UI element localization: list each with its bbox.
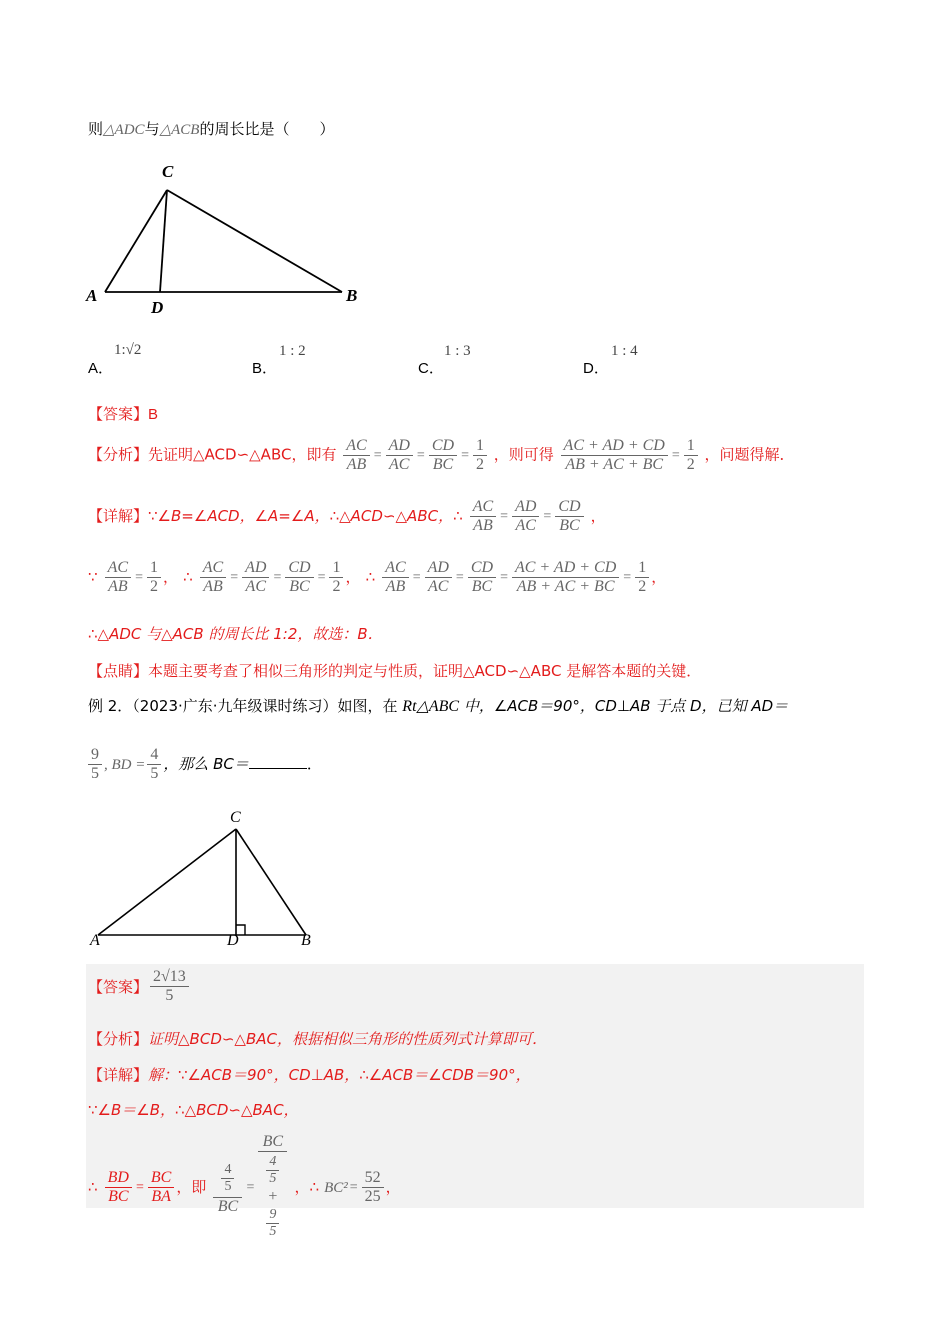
q1-label-a: A [86, 286, 98, 305]
q2-text2: ，那么 BC＝ [163, 755, 249, 773]
option-d-value: 1 : 4 [611, 343, 638, 359]
q2-detail-line2: ∵∠B＝∠B，∴△BCD∽△BAC， [88, 1101, 299, 1119]
q1-answer-value: B [148, 406, 159, 423]
q1-detail-text: ∵∠B=∠ACD，∠A=∠A，∴△ACD∽△ABC，∴ [148, 507, 463, 525]
q2-figure [84, 805, 324, 955]
frac-cd-bc: $\frac{CD}{BC}$ [429, 437, 457, 474]
q2-rt-triangle: Rt△ABC [402, 698, 460, 715]
q1-prompt-mid: 与 [144, 120, 160, 138]
q1-analysis-tag: 【分析】 [88, 445, 149, 464]
option-d[interactable] [583, 357, 609, 378]
q1-side-ac [105, 190, 167, 292]
q1-triangle-acb: △ACB [159, 122, 200, 138]
q1-comment-text: 本题主要考查了相似三角形的判定与性质，证明△ACD∽△ABC 是解答本题的关键． [148, 662, 702, 680]
q1-prompt-prefix: 则 [88, 120, 104, 138]
frac-ad-ac: $\frac{AD}{AC}$ [386, 437, 413, 474]
q2-answer-num: 2√13 [150, 968, 189, 987]
option-d-letter: D． [583, 360, 609, 377]
q2-detail-line1 [88, 1064, 531, 1085]
q1-analysis-text-c: ，问题得解． [704, 445, 795, 464]
q2-side-ac [98, 829, 236, 935]
option-b-letter: B． [252, 360, 278, 377]
q1-comment-tag: 【点睛】 [88, 662, 149, 680]
q2-label-d: D [227, 932, 239, 949]
q2-answer [88, 968, 191, 1005]
q1-detail-tag: 【详解】 [88, 507, 149, 525]
q2-detail1: 解：∵∠ACB＝90°，CD⊥AB，∴∠ACB＝∠CDB＝90°， [148, 1066, 531, 1084]
q2-side-cb [236, 829, 306, 935]
q2-answer-blank[interactable] [249, 754, 307, 769]
q1-detail-line2: ∵ $\frac{AC}{AB}$ = $\frac{1}{2}$ ， ∴ $\frac{AC}{AB}$ = $\frac{AD}{AC}$ = $\frac{CD}{BC}$ = $\frac{1}{2}$ ， ∴ $\frac{AC}{AB}$ = $\frac{AD}{AC}$ = $\frac{CD}{BC}$ = $\frac{AC + AD + CD}{AB + AC + BC}$ = $\frac{1}{2}$ ， [88, 559, 667, 595]
q1-label-c: C [162, 162, 174, 181]
q1-label-b: B [346, 286, 358, 305]
q2-detail-tag: 【详解】 [88, 1066, 149, 1084]
q2-prompt-line2: $\frac{9}{5}$ , BD = $\frac{4}{5}$ ，那么 BC＝ ． [86, 746, 322, 783]
q2-analysis-tag: 【分析】 [88, 1030, 149, 1048]
q1-detail-line1: 【详解】∵∠B=∠ACD，∠A=∠A，∴△ACD∽△ABC，∴ $\frac{AC}{AB}$ = $\frac{AD}{AC}$ = $\frac{CD}{BC}$ ， [88, 498, 606, 534]
q2-answer-tag: 【答案】 [88, 978, 149, 996]
q2-label-b: B [301, 932, 311, 949]
option-b[interactable] [252, 357, 277, 378]
option-c-letter: C． [418, 360, 444, 377]
option-b-value: 1 : 2 [279, 343, 306, 359]
q1-triangle-adc: △ADC [103, 122, 145, 138]
q2-prompt [88, 695, 788, 716]
frac-perimeter: $\frac{AC + AD + CD}{AB + AC + BC}$ [561, 437, 668, 474]
q2-answer-den: 5 [165, 987, 174, 1004]
q2-text1: 中，∠ACB＝90°，CD⊥AB 于点 D，已知 AD＝ [459, 697, 789, 715]
option-c[interactable] [418, 357, 444, 378]
q1-analysis-text-a: 先证明△ACD∽△ABC，即有 [148, 445, 337, 464]
q1-side-cb [167, 190, 342, 292]
q1-analysis: 【分析】先证明△ACD∽△ABC，即有 $\frac{AC}{AB}$ = $\frac{AD}{AC}$ = $\frac{CD}{BC}$ = $\frac{1}{2}$ ，则可得 $\frac{AC + AD + CD}{AB + AC + BC}$ = $\frac{1}{2}$ ，问题得解． [88, 437, 795, 473]
option-a-value: 1:√2 [114, 342, 142, 358]
q2-label-c: C [230, 809, 241, 826]
q2-analysis [88, 1028, 547, 1049]
frac-ac-ab: $\frac{AC}{AB}$ [343, 437, 369, 474]
q1-comment [88, 660, 701, 681]
option-a[interactable] [88, 357, 113, 378]
q1-segment-cd [160, 190, 167, 292]
q1-analysis-text-b: ，则可得 [493, 445, 554, 464]
q1-answer [88, 403, 158, 424]
q2-detail-line3: ∴ $\frac{BD}{BC}$ = $\frac{BC}{BA}$ ，即 4 5 BC = BC 4 5 + 9 5 ，∴ BC² = $\frac{52}{25}$ ， [88, 1133, 401, 1239]
q1-prompt-suffix: 的周长比是（ ） [199, 120, 335, 138]
frac-half-2: $\frac{1}{2}$ [684, 437, 698, 474]
q2-analysis-text: 证明△BCD∽△BAC，根据相似三角形的性质列式计算即可． [148, 1030, 547, 1048]
frac-half: $\frac{1}{2}$ [473, 437, 487, 474]
q1-prompt [88, 118, 334, 139]
option-a-letter: A． [88, 360, 114, 377]
q2-label-a: A [90, 932, 100, 949]
q1-answer-tag: 【答案】 [88, 405, 149, 423]
q1-conclusion: ∴△ADC 与△ACB 的周长比 1:2，故选：B． [88, 625, 383, 643]
q1-figure [80, 155, 380, 325]
q2-prefix: 例 2．（2023·广东·九年级课时练习）如图，在 [88, 697, 403, 715]
q1-label-d: D [151, 298, 164, 317]
option-c-value: 1 : 3 [444, 343, 471, 359]
